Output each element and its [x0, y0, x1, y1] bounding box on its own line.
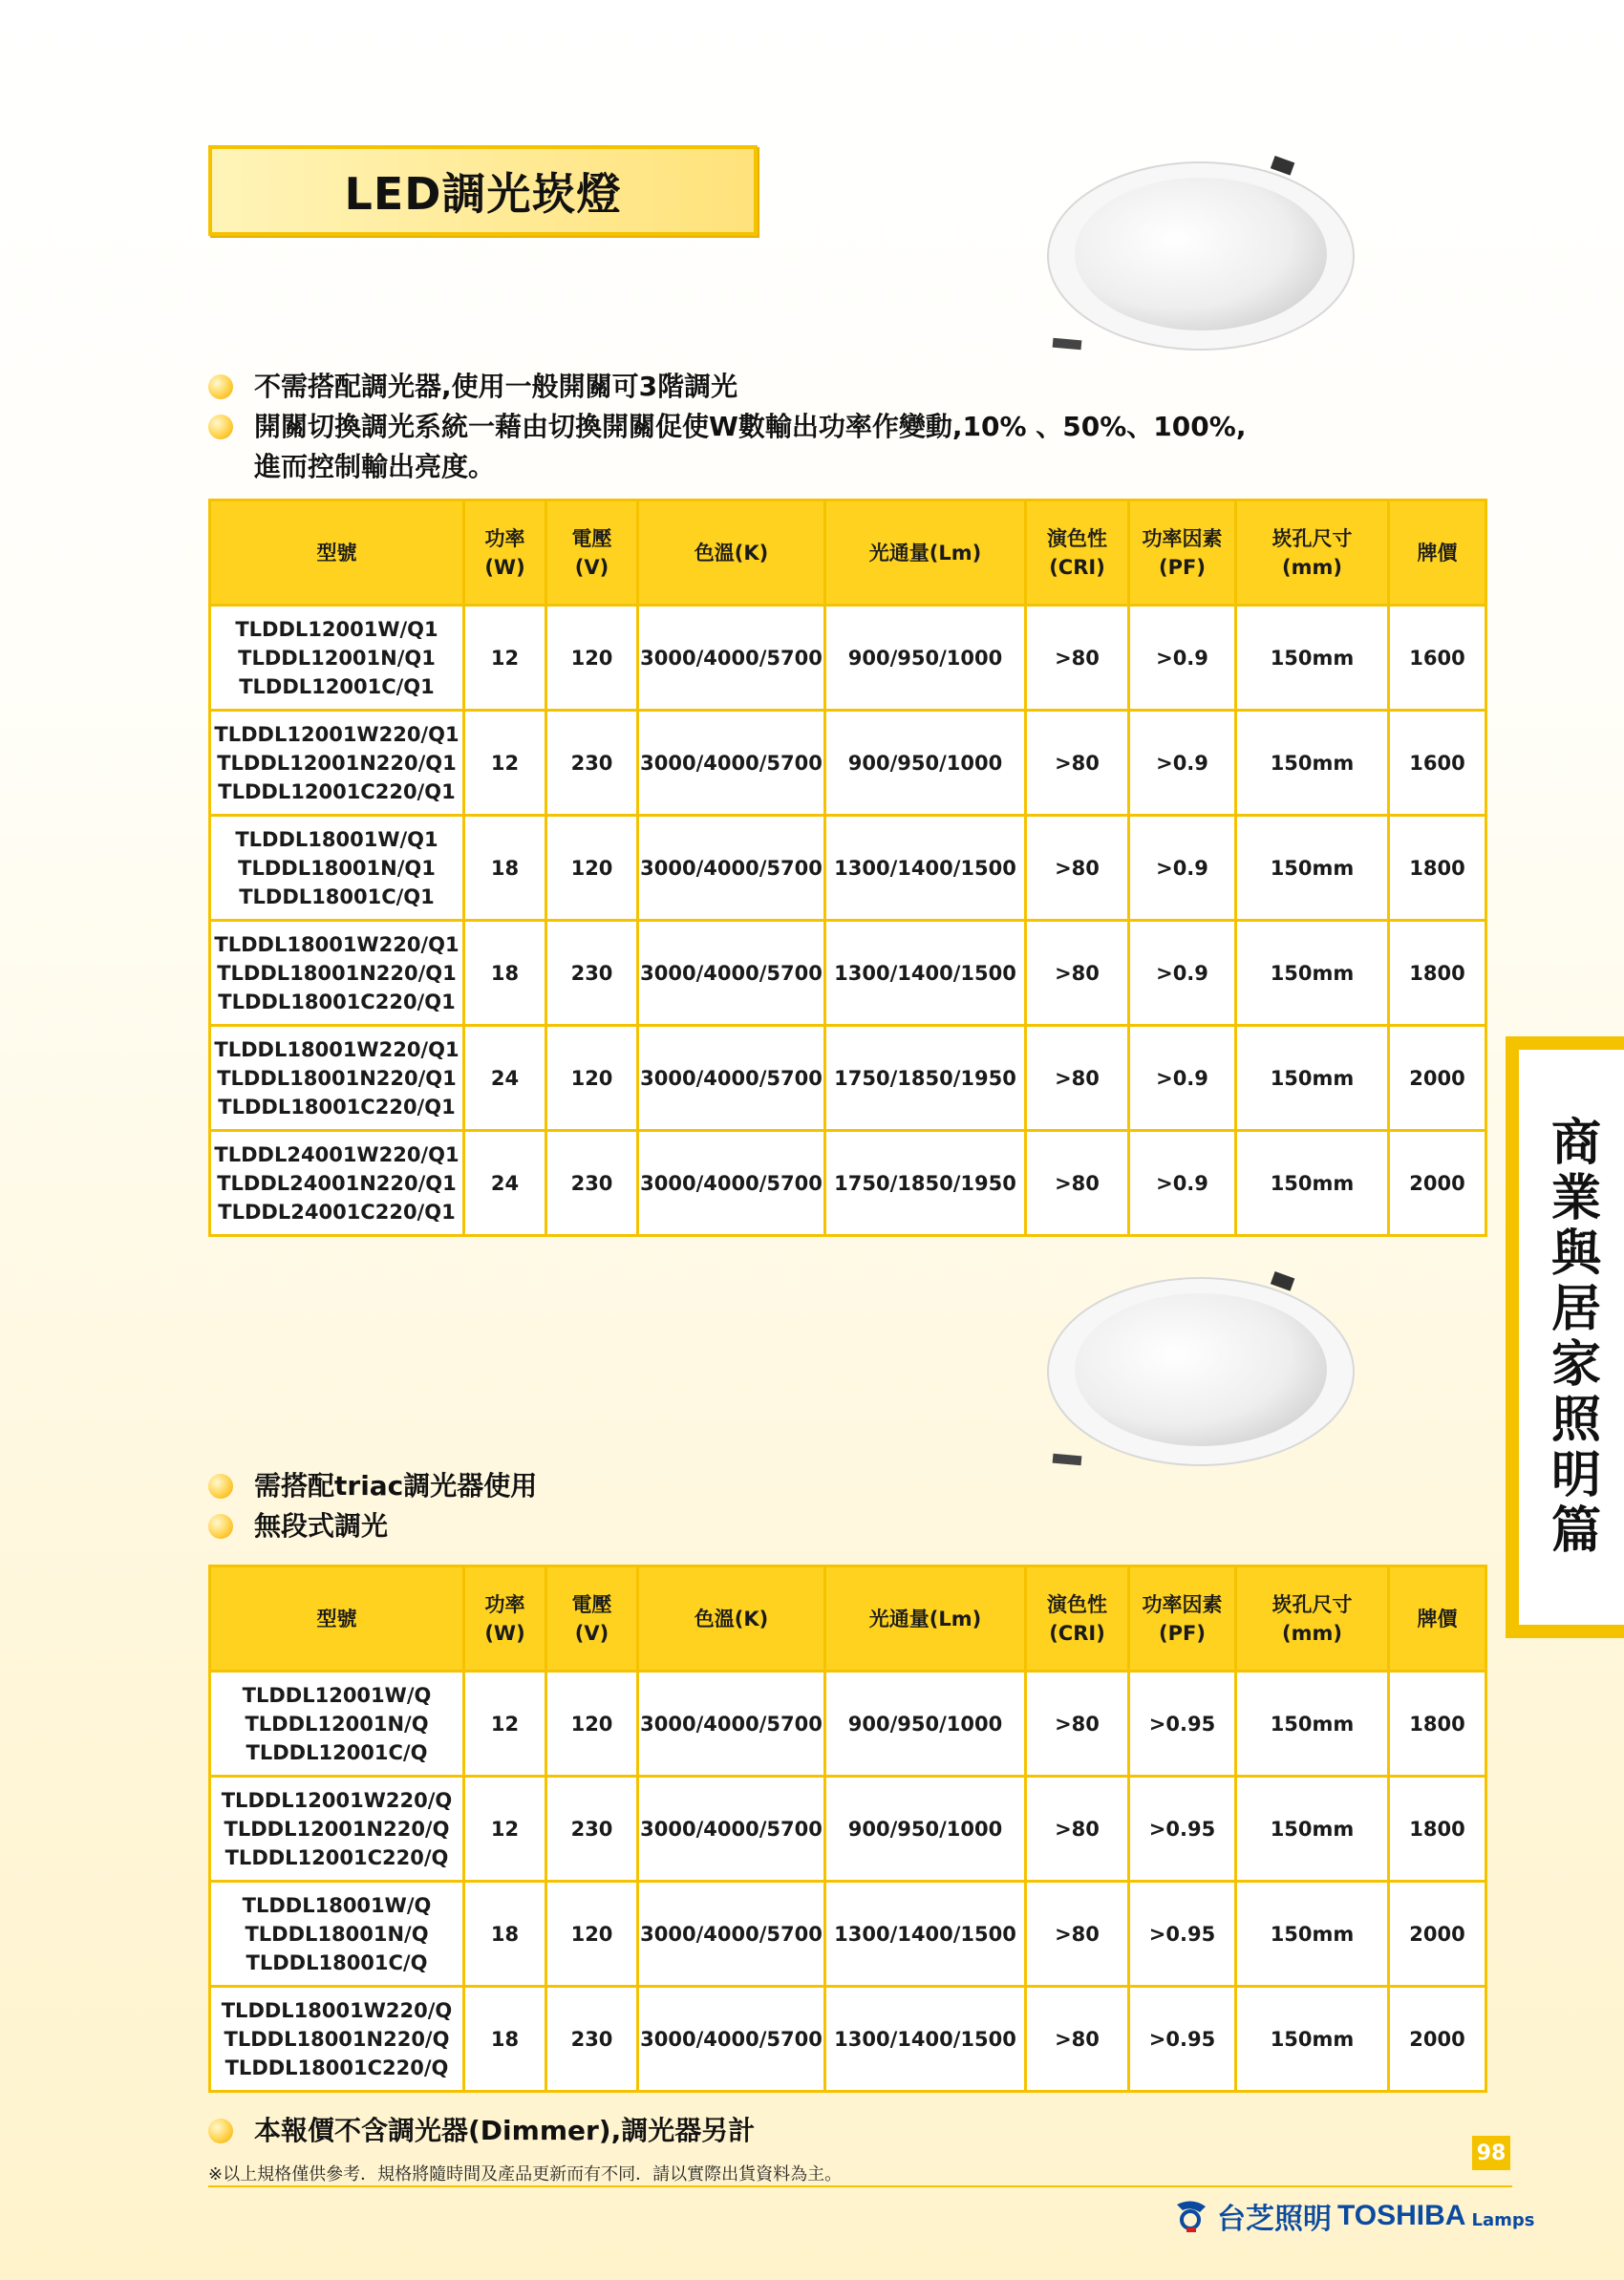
model-number: TLDDL12001N220/Q1	[217, 751, 457, 775]
list-item: 不需搭配調光器,使用一般開關可3階調光	[208, 367, 1246, 407]
voltage-cell: 230	[546, 1777, 638, 1882]
voltage-cell: 120	[546, 1882, 638, 1987]
list-item: 無段式調光	[208, 1506, 537, 1546]
voltage-cell: 120	[546, 1026, 638, 1131]
model-number: TLDDL18001C220/Q1	[218, 990, 456, 1013]
lumen-cell: 1750/1850/1950	[825, 1131, 1026, 1236]
col-model: 型號	[210, 501, 464, 606]
pf-cell: >0.95	[1129, 1672, 1236, 1777]
model-number: TLDDL18001W/Q	[242, 1893, 432, 1917]
table-row	[210, 1777, 1486, 1882]
col-model: 型號	[210, 1566, 464, 1672]
table-header-row	[210, 501, 1486, 606]
table-row	[210, 1987, 1486, 2092]
col-cri: 演色性 (CRI)	[1026, 1566, 1129, 1672]
col-cutout: 崁孔尺寸 (mm)	[1236, 501, 1389, 606]
model-number: TLDDL18001N220/Q	[224, 2027, 450, 2051]
cri-cell: >80	[1026, 1987, 1129, 2092]
page-title-box	[208, 145, 758, 236]
brand-logo	[1171, 2195, 1534, 2237]
brand-name-en: TOSHIBA	[1337, 2200, 1466, 2231]
price-cell: 1800	[1389, 1672, 1486, 1777]
bullet-icon	[208, 2119, 233, 2143]
model-cell	[210, 1882, 464, 1987]
page-title: LED調光崁燈	[344, 167, 622, 220]
list-item: 本報價不含調光器(Dimmer),調光器另計	[208, 2111, 755, 2151]
pf-cell: >0.95	[1129, 1882, 1236, 1987]
col-voltage: 電壓 (V)	[546, 501, 638, 606]
footnote: ※以上規格僅供參考．規格將隨時間及產品更新而有不同．請以實際出貨資料為主。	[208, 2164, 843, 2184]
col-pf: 功率因素 (PF)	[1129, 501, 1236, 606]
model-number: TLDDL18001W/Q1	[235, 827, 438, 851]
model-cell	[210, 606, 464, 711]
list-item: 開關切換調光系統一藉由切換開關促使W數輸出功率作變動,10% 、50%、100%,	[208, 407, 1246, 447]
cri-cell: >80	[1026, 606, 1129, 711]
col-voltage: 電壓 (V)	[546, 1566, 638, 1672]
model-number: TLDDL18001W220/Q	[221, 1998, 453, 2022]
pf-cell: >0.9	[1129, 921, 1236, 1026]
page-number: 98	[1472, 2136, 1510, 2170]
brand-name-cn: 台芝照明	[1217, 2203, 1332, 2236]
cct-cell: 3000/4000/5700	[638, 816, 825, 921]
cri-cell: >80	[1026, 711, 1129, 816]
model-number: TLDDL24001N220/Q1	[217, 1171, 457, 1195]
model-number: TLDDL18001W220/Q1	[214, 1037, 459, 1061]
voltage-cell: 230	[546, 1987, 638, 2092]
col-power: 功率 (W)	[464, 1566, 546, 1672]
section1-bullets	[208, 367, 1246, 487]
pf-cell: >0.9	[1129, 711, 1236, 816]
lumen-cell: 900/950/1000	[825, 1672, 1026, 1777]
cutout-cell: 150mm	[1236, 1777, 1389, 1882]
col-pf: 功率因素 (PF)	[1129, 1566, 1236, 1672]
footer-divider	[208, 2185, 1512, 2187]
cutout-cell: 150mm	[1236, 816, 1389, 921]
model-number: TLDDL18001N/Q1	[238, 856, 436, 880]
side-category-label: 商業與居家照明篇	[1542, 1116, 1600, 1559]
voltage-cell: 230	[546, 711, 638, 816]
lumen-cell: 900/950/1000	[825, 1777, 1026, 1882]
power-cell: 12	[464, 606, 546, 711]
pf-cell: >0.95	[1129, 1777, 1236, 1882]
voltage-cell: 120	[546, 1672, 638, 1777]
price-cell: 1800	[1389, 1777, 1486, 1882]
pf-cell: >0.9	[1129, 816, 1236, 921]
table-row	[210, 1131, 1486, 1236]
table-row	[210, 711, 1486, 816]
cct-cell: 3000/4000/5700	[638, 1131, 825, 1236]
price-cell: 1800	[1389, 921, 1486, 1026]
cct-cell: 3000/4000/5700	[638, 606, 825, 711]
cutout-cell: 150mm	[1236, 1131, 1389, 1236]
brand-suffix: Lamps	[1471, 2209, 1535, 2230]
cct-cell: 3000/4000/5700	[638, 1987, 825, 2092]
cri-cell: >80	[1026, 1777, 1129, 1882]
cri-cell: >80	[1026, 816, 1129, 921]
bullet-icon	[208, 374, 233, 399]
model-number: TLDDL12001C/Q	[246, 1740, 428, 1764]
power-cell: 12	[464, 1777, 546, 1882]
downlight-image-1	[1043, 153, 1358, 353]
power-cell: 12	[464, 711, 546, 816]
model-number: TLDDL24001C220/Q1	[218, 1200, 456, 1224]
model-cell	[210, 921, 464, 1026]
cct-cell: 3000/4000/5700	[638, 1882, 825, 1987]
model-cell	[210, 816, 464, 921]
col-price: 牌價	[1389, 1566, 1486, 1672]
voltage-cell: 120	[546, 606, 638, 711]
table-row	[210, 816, 1486, 921]
price-cell: 2000	[1389, 1026, 1486, 1131]
voltage-cell: 120	[546, 816, 638, 921]
col-price: 牌價	[1389, 501, 1486, 606]
model-number: TLDDL18001C220/Q	[224, 2056, 449, 2079]
side-category-tab	[1506, 1036, 1624, 1638]
model-number: TLDDL18001N/Q	[245, 1922, 429, 1946]
cutout-cell: 150mm	[1236, 1026, 1389, 1131]
lumen-cell: 900/950/1000	[825, 711, 1026, 816]
lumen-cell: 1300/1400/1500	[825, 1987, 1026, 2092]
dimmer-note	[208, 2111, 755, 2151]
table-row	[210, 921, 1486, 1026]
price-cell: 2000	[1389, 1882, 1486, 1987]
power-cell: 24	[464, 1026, 546, 1131]
cutout-cell: 150mm	[1236, 1672, 1389, 1777]
model-cell	[210, 1026, 464, 1131]
price-cell: 2000	[1389, 1131, 1486, 1236]
power-cell: 18	[464, 1987, 546, 2092]
model-number: TLDDL18001C220/Q1	[218, 1095, 456, 1119]
cri-cell: >80	[1026, 1131, 1129, 1236]
col-power: 功率 (W)	[464, 501, 546, 606]
table-header-row	[210, 1566, 1486, 1672]
cri-cell: >80	[1026, 1672, 1129, 1777]
table-row	[210, 1882, 1486, 1987]
lumen-cell: 1300/1400/1500	[825, 1882, 1026, 1987]
lumen-cell: 900/950/1000	[825, 606, 1026, 711]
list-item: 需搭配triac調光器使用	[208, 1466, 537, 1506]
price-cell: 2000	[1389, 1987, 1486, 2092]
power-cell: 18	[464, 921, 546, 1026]
price-cell: 1600	[1389, 711, 1486, 816]
model-number: TLDDL12001N220/Q	[224, 1817, 450, 1841]
cri-cell: >80	[1026, 921, 1129, 1026]
table-row	[210, 1672, 1486, 1777]
bullet-icon	[208, 1514, 233, 1539]
lumen-cell: 1750/1850/1950	[825, 1026, 1026, 1131]
pf-cell: >0.9	[1129, 1131, 1236, 1236]
downlight-image-2	[1043, 1268, 1358, 1469]
model-number: TLDDL12001W/Q	[242, 1683, 432, 1707]
model-cell	[210, 1672, 464, 1777]
col-cutout: 崁孔尺寸 (mm)	[1236, 1566, 1389, 1672]
model-number: TLDDL18001N220/Q1	[217, 961, 457, 985]
col-lumen: 光通量(Lm)	[825, 1566, 1026, 1672]
cct-cell: 3000/4000/5700	[638, 711, 825, 816]
cutout-cell: 150mm	[1236, 711, 1389, 816]
col-lumen: 光通量(Lm)	[825, 501, 1026, 606]
model-number: TLDDL12001N/Q1	[238, 646, 436, 670]
model-number: TLDDL18001N220/Q1	[217, 1066, 457, 1090]
power-cell: 24	[464, 1131, 546, 1236]
cct-cell: 3000/4000/5700	[638, 921, 825, 1026]
col-cri: 演色性 (CRI)	[1026, 501, 1129, 606]
cct-cell: 3000/4000/5700	[638, 1672, 825, 1777]
pf-cell: >0.9	[1129, 606, 1236, 711]
model-cell	[210, 1131, 464, 1236]
brand-lamp-icon	[1171, 2199, 1211, 2233]
power-cell: 18	[464, 1882, 546, 1987]
table-row	[210, 1026, 1486, 1131]
power-cell: 12	[464, 1672, 546, 1777]
col-cct: 色溫(K)	[638, 1566, 825, 1672]
cct-cell: 3000/4000/5700	[638, 1777, 825, 1882]
cri-cell: >80	[1026, 1026, 1129, 1131]
model-number: TLDDL12001C220/Q1	[218, 779, 456, 803]
pf-cell: >0.9	[1129, 1026, 1236, 1131]
cutout-cell: 150mm	[1236, 1987, 1389, 2092]
model-number: TLDDL12001C220/Q	[224, 1845, 449, 1869]
power-cell: 18	[464, 816, 546, 921]
cutout-cell: 150mm	[1236, 606, 1389, 711]
model-cell	[210, 711, 464, 816]
model-number: TLDDL12001N/Q	[245, 1712, 429, 1736]
model-cell	[210, 1777, 464, 1882]
model-number: TLDDL12001W/Q1	[235, 617, 438, 641]
model-number: TLDDL18001W220/Q1	[214, 932, 459, 956]
list-item-continuation: 進而控制輸出亮度。	[254, 451, 496, 482]
model-number: TLDDL12001C/Q1	[239, 674, 435, 698]
col-cct: 色溫(K)	[638, 501, 825, 606]
model-number: TLDDL24001W220/Q1	[214, 1142, 459, 1166]
spec-table-2	[208, 1565, 1487, 2093]
cutout-cell: 150mm	[1236, 921, 1389, 1026]
model-number: TLDDL18001C/Q	[246, 1950, 428, 1974]
model-number: TLDDL18001C/Q1	[239, 884, 435, 908]
voltage-cell: 230	[546, 1131, 638, 1236]
price-cell: 1600	[1389, 606, 1486, 711]
model-number: TLDDL12001W220/Q	[221, 1788, 453, 1812]
voltage-cell: 230	[546, 921, 638, 1026]
pf-cell: >0.95	[1129, 1987, 1236, 2092]
lumen-cell: 1300/1400/1500	[825, 816, 1026, 921]
bullet-icon	[208, 415, 233, 439]
table-row	[210, 606, 1486, 711]
bullet-icon	[208, 1474, 233, 1499]
model-number: TLDDL12001W220/Q1	[214, 722, 459, 746]
cct-cell: 3000/4000/5700	[638, 1026, 825, 1131]
cri-cell: >80	[1026, 1882, 1129, 1987]
price-cell: 1800	[1389, 816, 1486, 921]
spec-table-1	[208, 499, 1487, 1237]
model-cell	[210, 1987, 464, 2092]
lumen-cell: 1300/1400/1500	[825, 921, 1026, 1026]
section2-bullets	[208, 1466, 537, 1546]
cutout-cell: 150mm	[1236, 1882, 1389, 1987]
